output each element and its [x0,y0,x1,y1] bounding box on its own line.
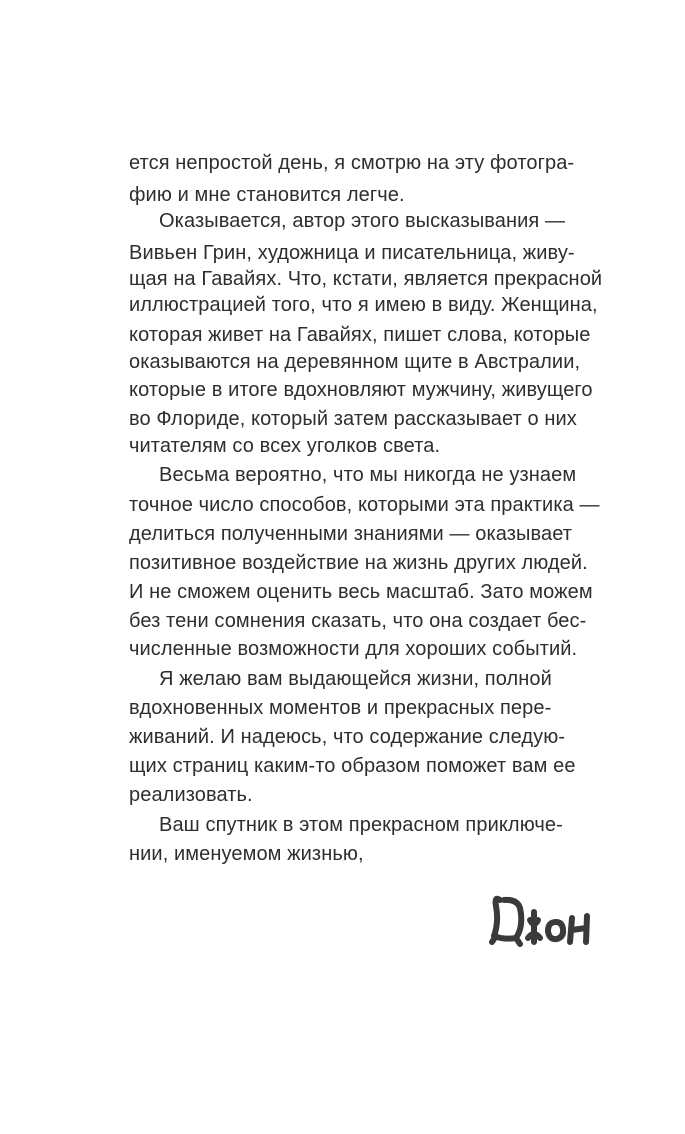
text-line: И не сможем оценить весь масштаб. Зато можем [129,581,593,603]
text-line: читателям со всех уголков света. [129,435,441,457]
text-line: точное число способов, которыми эта практика — [129,494,600,516]
text-line: нии, именуемом жизнью, [129,843,364,865]
paragraph-start-line: Ваш спутник в этом прекрасном приключе- [159,814,563,836]
paragraph-start-line: Оказывается, автор этого высказывания — [159,210,566,232]
text-line: без тени сомнения сказать, что она создает бес- [129,610,587,632]
text-line: оказываются на деревянном щите в Австралии, [129,351,581,373]
paragraph-start-line: Весьма вероятно, что мы никогда не узнаем [159,464,577,486]
signature-drawing [486,884,606,954]
text-line: живаний. И надеюсь, что содержание следую- [129,726,566,748]
paragraph-start-line: Я желаю вам выдающейся жизни, полной [159,668,552,690]
handwritten-signature [486,884,606,954]
text-line: иллюстрацией того, что я имею в виду. Женщина, [129,294,598,316]
text-line: реализовать. [129,784,253,806]
text-line: ется непростой день, я смотрю на эту фотогра- [129,152,575,174]
text-line: щая на Гавайях. Что, кстати, является прекрасной [129,268,603,290]
text-line: фию и мне становится легче. [129,184,405,206]
text-line: во Флориде, который затем рассказывает о них [129,408,577,430]
text-line: щих страниц каким-то образом поможет вам ее [129,755,576,777]
text-line: Вивьен Грин, художница и писательница, живу- [129,242,575,264]
text-line: которые в итоге вдохновляют мужчину, живущего [129,379,593,401]
text-line: позитивное воздействие на жизнь других людей. [129,552,588,574]
text-line: вдохновенных моментов и прекрасных пере- [129,697,552,719]
text-line: делиться полученными знаниями — оказывает [129,523,573,545]
text-line: численные возможности для хороших событий. [129,638,578,660]
text-line: которая живет на Гавайях, пишет слова, которые [129,324,591,346]
